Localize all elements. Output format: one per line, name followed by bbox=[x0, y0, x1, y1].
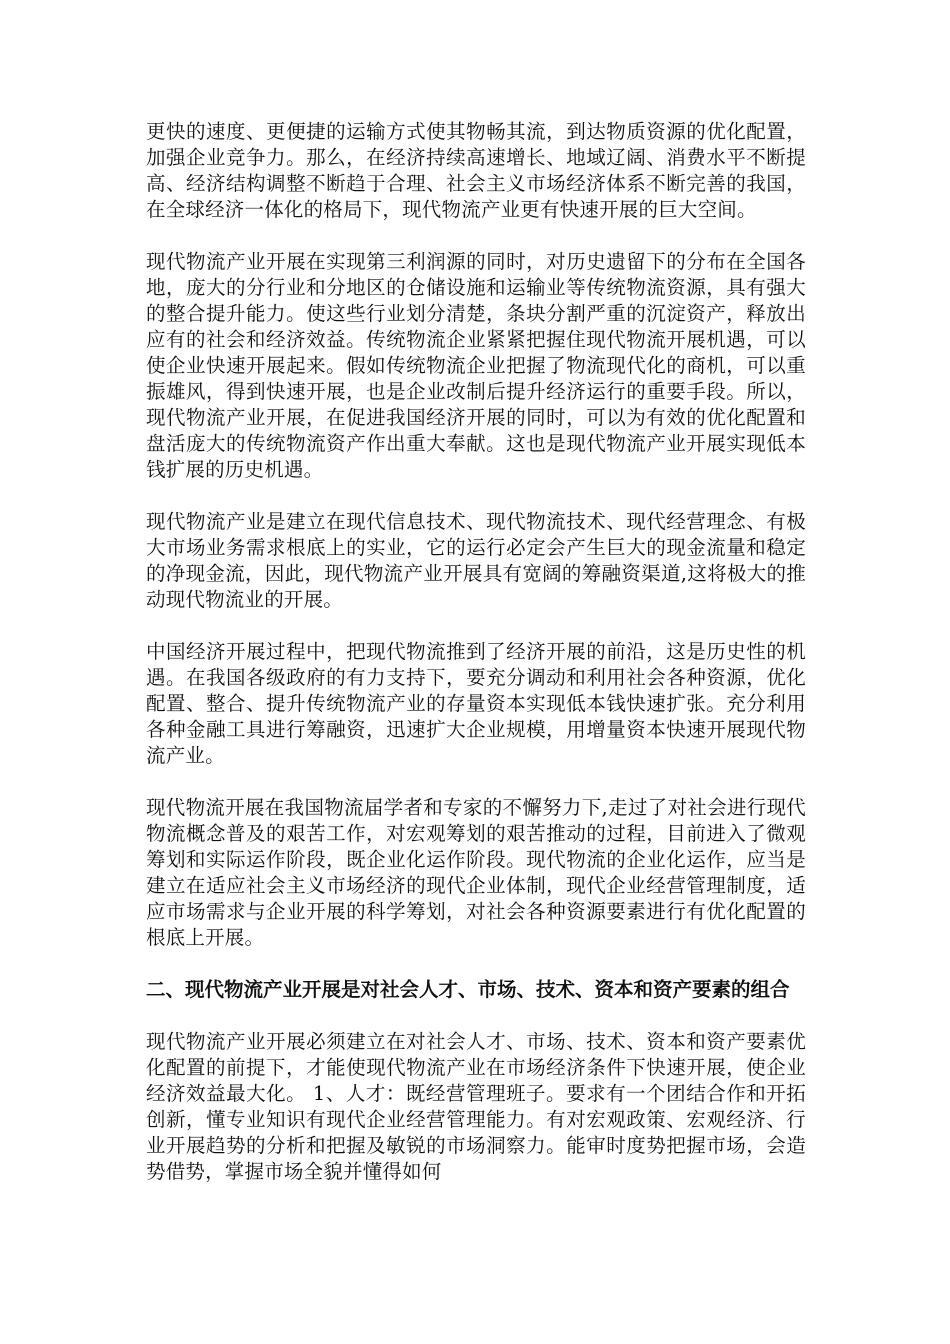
paragraph-6: 现代物流产业开展必须建立在对社会人才、市场、技术、资本和资产要素优化配置的前提下，才能使现代物流产业在市场经济条件下快速开展，使企业经济效益最大化。 1、人才：既经营管理班子。要求有一个团结合作和开拓创新，懂专业知识有现代企业经营管理能力。有对宏观政策、宏观经济、行业开展趋势的分析和把握及敏锐的市场洞察力。能审时度势把握市场，会造势借势，掌握市场全貌并懂得如何 bbox=[146, 1030, 806, 1183]
paragraph-3: 现代物流产业是建立在现代信息技术、现代物流技术、现代经营理念、有极大市场业务需求根底上的实业，它的运行必定会产生巨大的现金流量和稳定的净现金流，因此，现代物流产业开展具有宽阔的筹融资渠道,这将极大的推动现代物流业的开展。 bbox=[146, 510, 806, 611]
paragraph-4: 中国经济开展过程中，把现代物流推到了经济开展的前沿，这是历史性的机遇。在我国各级政府的有力支持下，要充分调动和利用社会各种资源，优化配置、整合、提升传统物流产业的存量资本实现低本钱快速扩张。充分利用各种金融工具进行筹融资，迅速扩大企业规模，用增量资本快速开展现代物流产业。 bbox=[146, 640, 806, 767]
document-body bbox=[146, 119, 806, 1211]
section-heading: 二、现代物流产业开展是对社会人才、市场、技术、资本和资产要素的组合 bbox=[146, 978, 790, 1001]
paragraph-5: 现代物流开展在我国物流届学者和专家的不懈努力下,走过了对社会进行现代物流概念普及的艰苦工作，对宏观筹划的艰苦推动的过程，目前进入了微观筹划和实际运作阶段，既企业化运作阶段。现代物流的企业化运作，应当是建立在适应社会主义市场经济的现代企业体制，现代企业经营管理制度，适应市场需求与企业开展的科学筹划，对社会各种资源要素进行有优化配置的根底上开展。 bbox=[146, 796, 806, 949]
paragraph-2: 现代物流产业开展在实现第三利润源的同时，对历史遗留下的分布在全国各地，庞大的分行业和分地区的仓储设施和运输业等传统物流资源，具有强大的整合提升能力。使这些行业划分清楚，条块分割严重的沉淀资产，释放出应有的社会和经济效益。传统物流企业紧紧把握住现代物流开展机遇，可以使企业快速开展起来。假如传统物流企业把握了物流现代化的商机，可以重振雄风，得到快速开展，也是企业改制后提升经济运行的重要手段。所以，现代物流产业开展，在促进我国经济开展的同时，可以为有效的优化配置和盘活庞大的传统物流资产作出重大奉献。这也是现代物流产业开展实现低本钱扩展的历史机遇。 bbox=[146, 250, 806, 481]
paragraph-1: 更快的速度、更便捷的运输方式使其物畅其流，到达物质资源的优化配置，加强企业竞争力。那么，在经济持续高速增长、地域辽阔、消费水平不断提高、经济结构调整不断趋于合理、社会主义市场经济体系不断完善的我国，在全球经济一体化的格局下，现代物流产业更有快速开展的巨大空间。 bbox=[146, 120, 806, 221]
